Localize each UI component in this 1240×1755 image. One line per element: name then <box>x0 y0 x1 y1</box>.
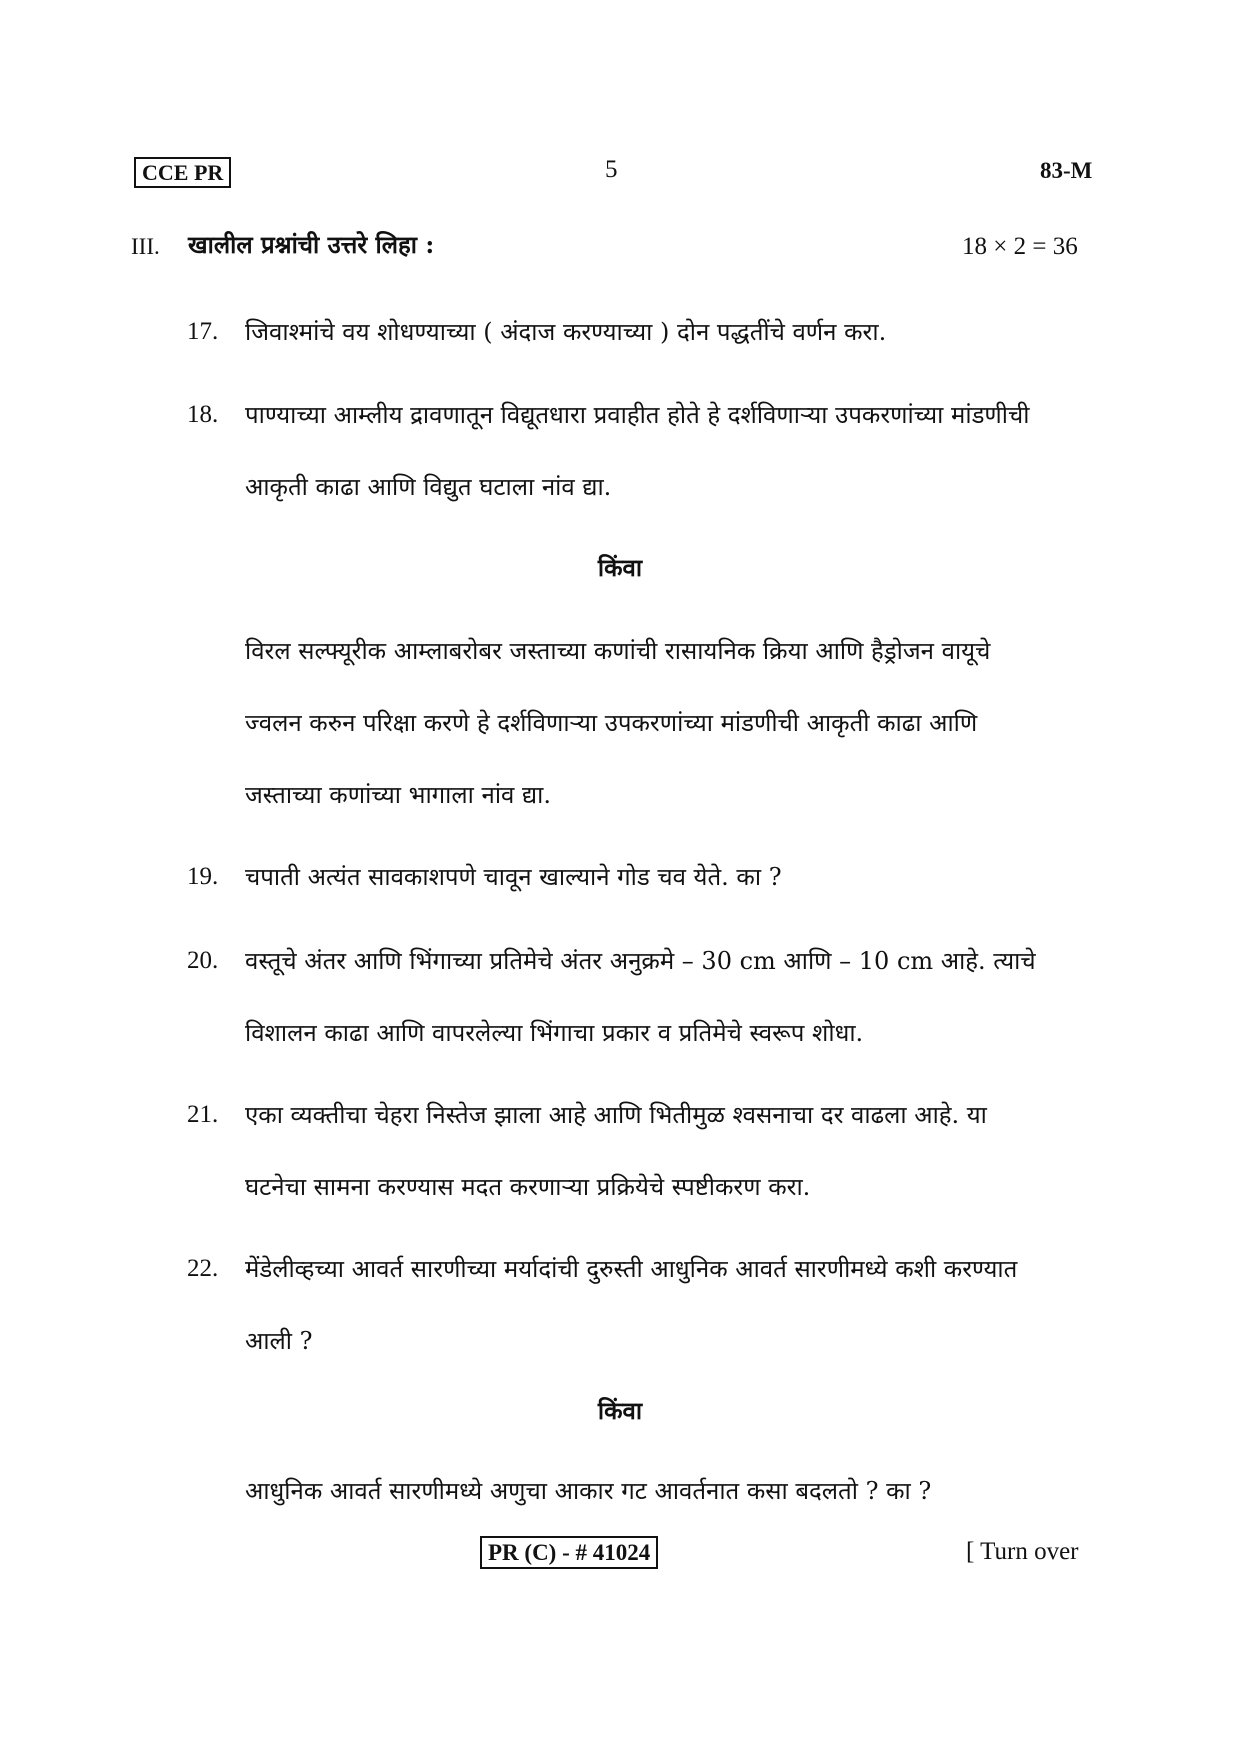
question-number: 20. <box>187 947 219 974</box>
question-21-line-1: एका व्यक्तीचा चेहरा निस्तेज झाला आहे आणि भितीमुळ श्वसनाचा दर वाढला आहे. या <box>245 1101 987 1129</box>
question-22-alt-text: आधुनिक आवर्त सारणीमध्ये अणुचा आकार गट आवर्तनात कसा बदलतो ? का ? <box>245 1477 932 1505</box>
question-17-text: जिवाश्मांचे वय शोधण्याच्या ( अंदाज करण्याच्या ) दोन पद्धतींचे वर्णन करा. <box>245 318 887 346</box>
question-number: 22. <box>187 1255 219 1282</box>
question-number: 17. <box>187 318 219 345</box>
section-marks: 18 × 2 = 36 <box>962 233 1078 260</box>
page-number: 5 <box>605 156 618 183</box>
question-22-line-1: मेंडेलीव्हच्या आवर्त सारणीच्या मर्यादांची दुरुस्ती आधुनिक आवर्त सारणीमध्ये कशी करण्यात <box>245 1255 1018 1283</box>
question-number: 19. <box>187 863 219 890</box>
question-number: 21. <box>187 1101 219 1128</box>
section-instruction: खालील प्रश्नांची उत्तरे लिहा : <box>188 230 435 259</box>
or-label: किंवा <box>597 553 643 582</box>
question-18-line-2: आकृती काढा आणि विद्युत घटाला नांव द्या. <box>245 473 612 501</box>
question-22-line-2: आली ? <box>245 1327 313 1355</box>
section-label: III. <box>131 234 160 259</box>
question-18-alt-line-3: जस्ताच्या कणांच्या भागाला नांव द्या. <box>245 781 551 809</box>
turn-over-label: [ Turn over <box>966 1538 1079 1565</box>
question-18-line-1: पाण्याच्या आम्लीय द्रावणातून विद्यूतधारा प्रवाहीत होते हे दर्शविणाऱ्या उपकरणांच्या मांडणीची <box>245 401 1030 429</box>
header-right-code: 83-M <box>1040 158 1093 183</box>
question-19-text: चपाती अत्यंत सावकाशपणे चावून खाल्याने गोड चव येते. का ? <box>245 863 782 891</box>
footer-code: PR (C) - # 41024 <box>480 1536 658 1569</box>
question-20-line-2: विशालन काढा आणि वापरलेल्या भिंगाचा प्रकार व प्रतिमेचे स्वरूप शोधा. <box>245 1019 864 1047</box>
header-left-code: CCE PR <box>134 157 231 188</box>
question-21-line-2: घटनेचा सामना करण्यास मदत करणाऱ्या प्रक्रियेचे स्पष्टीकरण करा. <box>245 1173 811 1201</box>
or-label: किंवा <box>597 1396 643 1425</box>
question-18-alt-line-1: विरल सल्फ्यूरीक आम्लाबरोबर जस्ताच्या कणांची रासायनिक क्रिया आणि हैड्रोजन वायूचे <box>245 637 991 665</box>
question-18-alt-line-2: ज्वलन करुन परिक्षा करणे हे दर्शविणाऱ्या उपकरणांच्या मांडणीची आकृती काढा आणि <box>245 709 978 737</box>
question-20-line-1: वस्तूचे अंतर आणि भिंगाच्या प्रतिमेचे अंतर अनुक्रमे – 30 cm आणि – 10 cm आहे. त्याचे <box>245 947 1036 975</box>
question-number: 18. <box>187 401 219 428</box>
